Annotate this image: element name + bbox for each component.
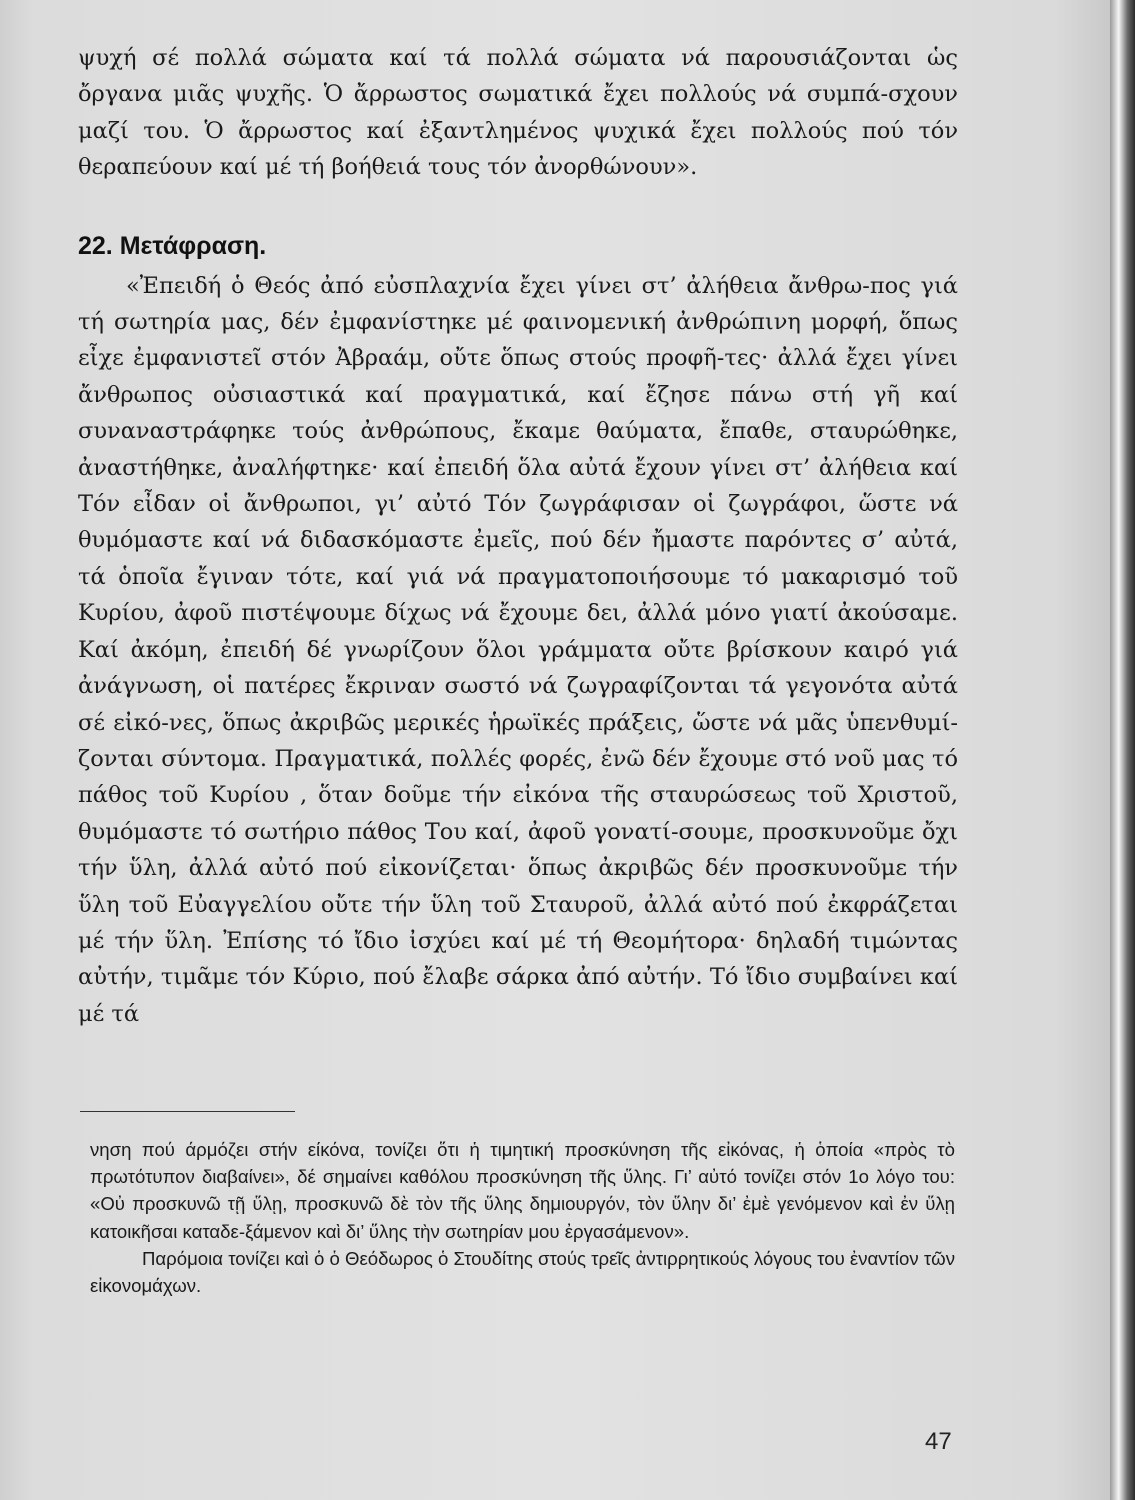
main-paragraph: «Ἐπειδή ὁ Θεός ἀπό εὐσπλαχνία ἔχει γίνει στ’ ἀλήθεια ἄνθρω-πος γιά τή σωτηρία μας, δέν ἐμφανίστηκε μέ φαινομενική ἀνθρώπινη μορφή, ὅπως εἶχε ἐμφανιστεῖ στόν Ἀβραάμ, οὔτε ὅπως στούς προφῆ-τες· ἀλλά ἔχει γίνει ἄνθρωπος οὐσιαστικά καί πραγματικά, καί ἔζησε πάνω στή γῆ καί συναναστράφηκε τούς ἀνθρώπους, ἔκαμε θαύματα, ἔπαθε, σταυρώθηκε, ἀναστήθηκε, ἀναλήφτηκε· καί ἐπειδή ὅλα αὐτά ἔχουν γίνει στ’ ἀλήθεια καί Τόν εἶδαν οἱ ἄνθρωποι, γι’ αὐτό Τόν ζωγράφισαν οἱ ζωγράφοι, ὥστε νά θυμόμαστε καί νά διδασκόμαστε ἐμεῖς, πού δέν ἤμαστε παρόντες σ’ αὐτά, τά ὁποῖα ἔγιναν τότε, καί γιά νά πραγματοποιήσουμε τό μακαρισμό τοῦ Κυρίου, ἀφοῦ πιστέψουμε δίχως νά ἔχουμε δει, ἀλλά μόνο γιατί ἀκούσαμε. Καί ἀκόμη, ἐπειδή δέ γνωρίζουν ὅλοι γράμματα οὔτε βρίσκουν καιρό γιά ἀνάγνωση, οἱ πατέρες ἔκριναν σωστό νά ζωγραφίζονται τά γεγονότα αὐτά σέ εἰκό-νες, ὅπως ἀκριβῶς μερικές ἡρωϊκές πράξεις, ὥστε νά μᾶς ὑπενθυμί-ζονται σύντομα. Πραγματικά, πολλές φορές, ἐνῶ δέν ἔχουμε στό νοῦ μας τό πάθος τοῦ Κυρίου , ὅταν δοῦμε τήν εἰκόνα τῆς σταυρώσεως τοῦ Χριστοῦ, θυμόμαστε τό σωτήριο πάθος Του καί, ἀφοῦ γονατί-σουμε, προσκυνοῦμε ὄχι τήν ὕλη, ἀλλά αὐτό πού εἰκονίζεται· ὅπως ἀκριβῶς δέν προσκυνοῦμε τήν ὕλη τοῦ Εὐαγγελίου οὔτε τήν ὕλη τοῦ Σταυροῦ, ἀλλά αὐτό πού ἐκφράζεται μέ τήν ὕλη. Ἐπίσης τό ἴδιο ἰσχύει καί μέ τή Θεομήτορα· δηλαδή τιμώντας αὐτήν, τιμᾶμε τόν Κύριο, πού ἔλαβε σάρκα ἀπό αὐτήν. Τό ἴδιο συμβαίνει καί μέ τά [78,272,958,1027]
section-heading: 22. Μετάφραση. [78,231,267,260]
footnote-paragraph: Παρόμοια τονίζει καὶ ὁ ὁ Θεόδωρος ὁ Στουδίτης στούς τρεῖς ἀντιρρητικούς λόγους του ἐναντίον τῶν εἰκονομάχων. [90,1247,955,1297]
footnote-divider [80,1111,295,1112]
footnote-continuation: νηση πού άρμόζει στήν είκόνα, τονίζει ὅτι ἡ τιμητική προσκύνηση τῆς εἰκόνας, ἡ ὁποία «πρὸς τὸ πρωτότυπον διαβαίνει», δέ σημαίνει καθόλου προσκύνηση τῆς ὕλης. Γι’ αὐτό τονίζει στόν 1ο λόγο του: «Οὐ προσκυνῶ τῇ ὕλῃ, προσκυνῶ δὲ τὸν τῆς ὕλης δημιουργόν, τὸν ὕλην δι’ ἐμὲ γενόμενον καὶ ἐν ὕλῃ κατοικῆσαι καταδε-ξάμενον καὶ δι’ ὕλης τὴν σωτηρίαν μου ἐργασάμενον». [90,1139,955,1242]
footnotes [90,1136,955,1299]
page-number: 47 [925,1428,952,1455]
continuation-paragraph: ψυχή σέ πολλά σώματα καί τά πολλά σώματα νά παρουσιάζονται ὡς ὄργανα μιᾶς ψυχῆς. Ὁ ἄρρωστος σωματικά ἔχει πολλούς νά συμπά-σχουν μαζί του. Ὁ ἄρρωστος καί ἐξαντλημένος ψυχικά ἔχει πολλούς πού τόν θεραπεύουν καί μέ τή βοήθειά τους τόν ἀνορθώνουν». [78,45,958,181]
body-text [78,40,958,1032]
book-spine-edge [1110,0,1135,1500]
